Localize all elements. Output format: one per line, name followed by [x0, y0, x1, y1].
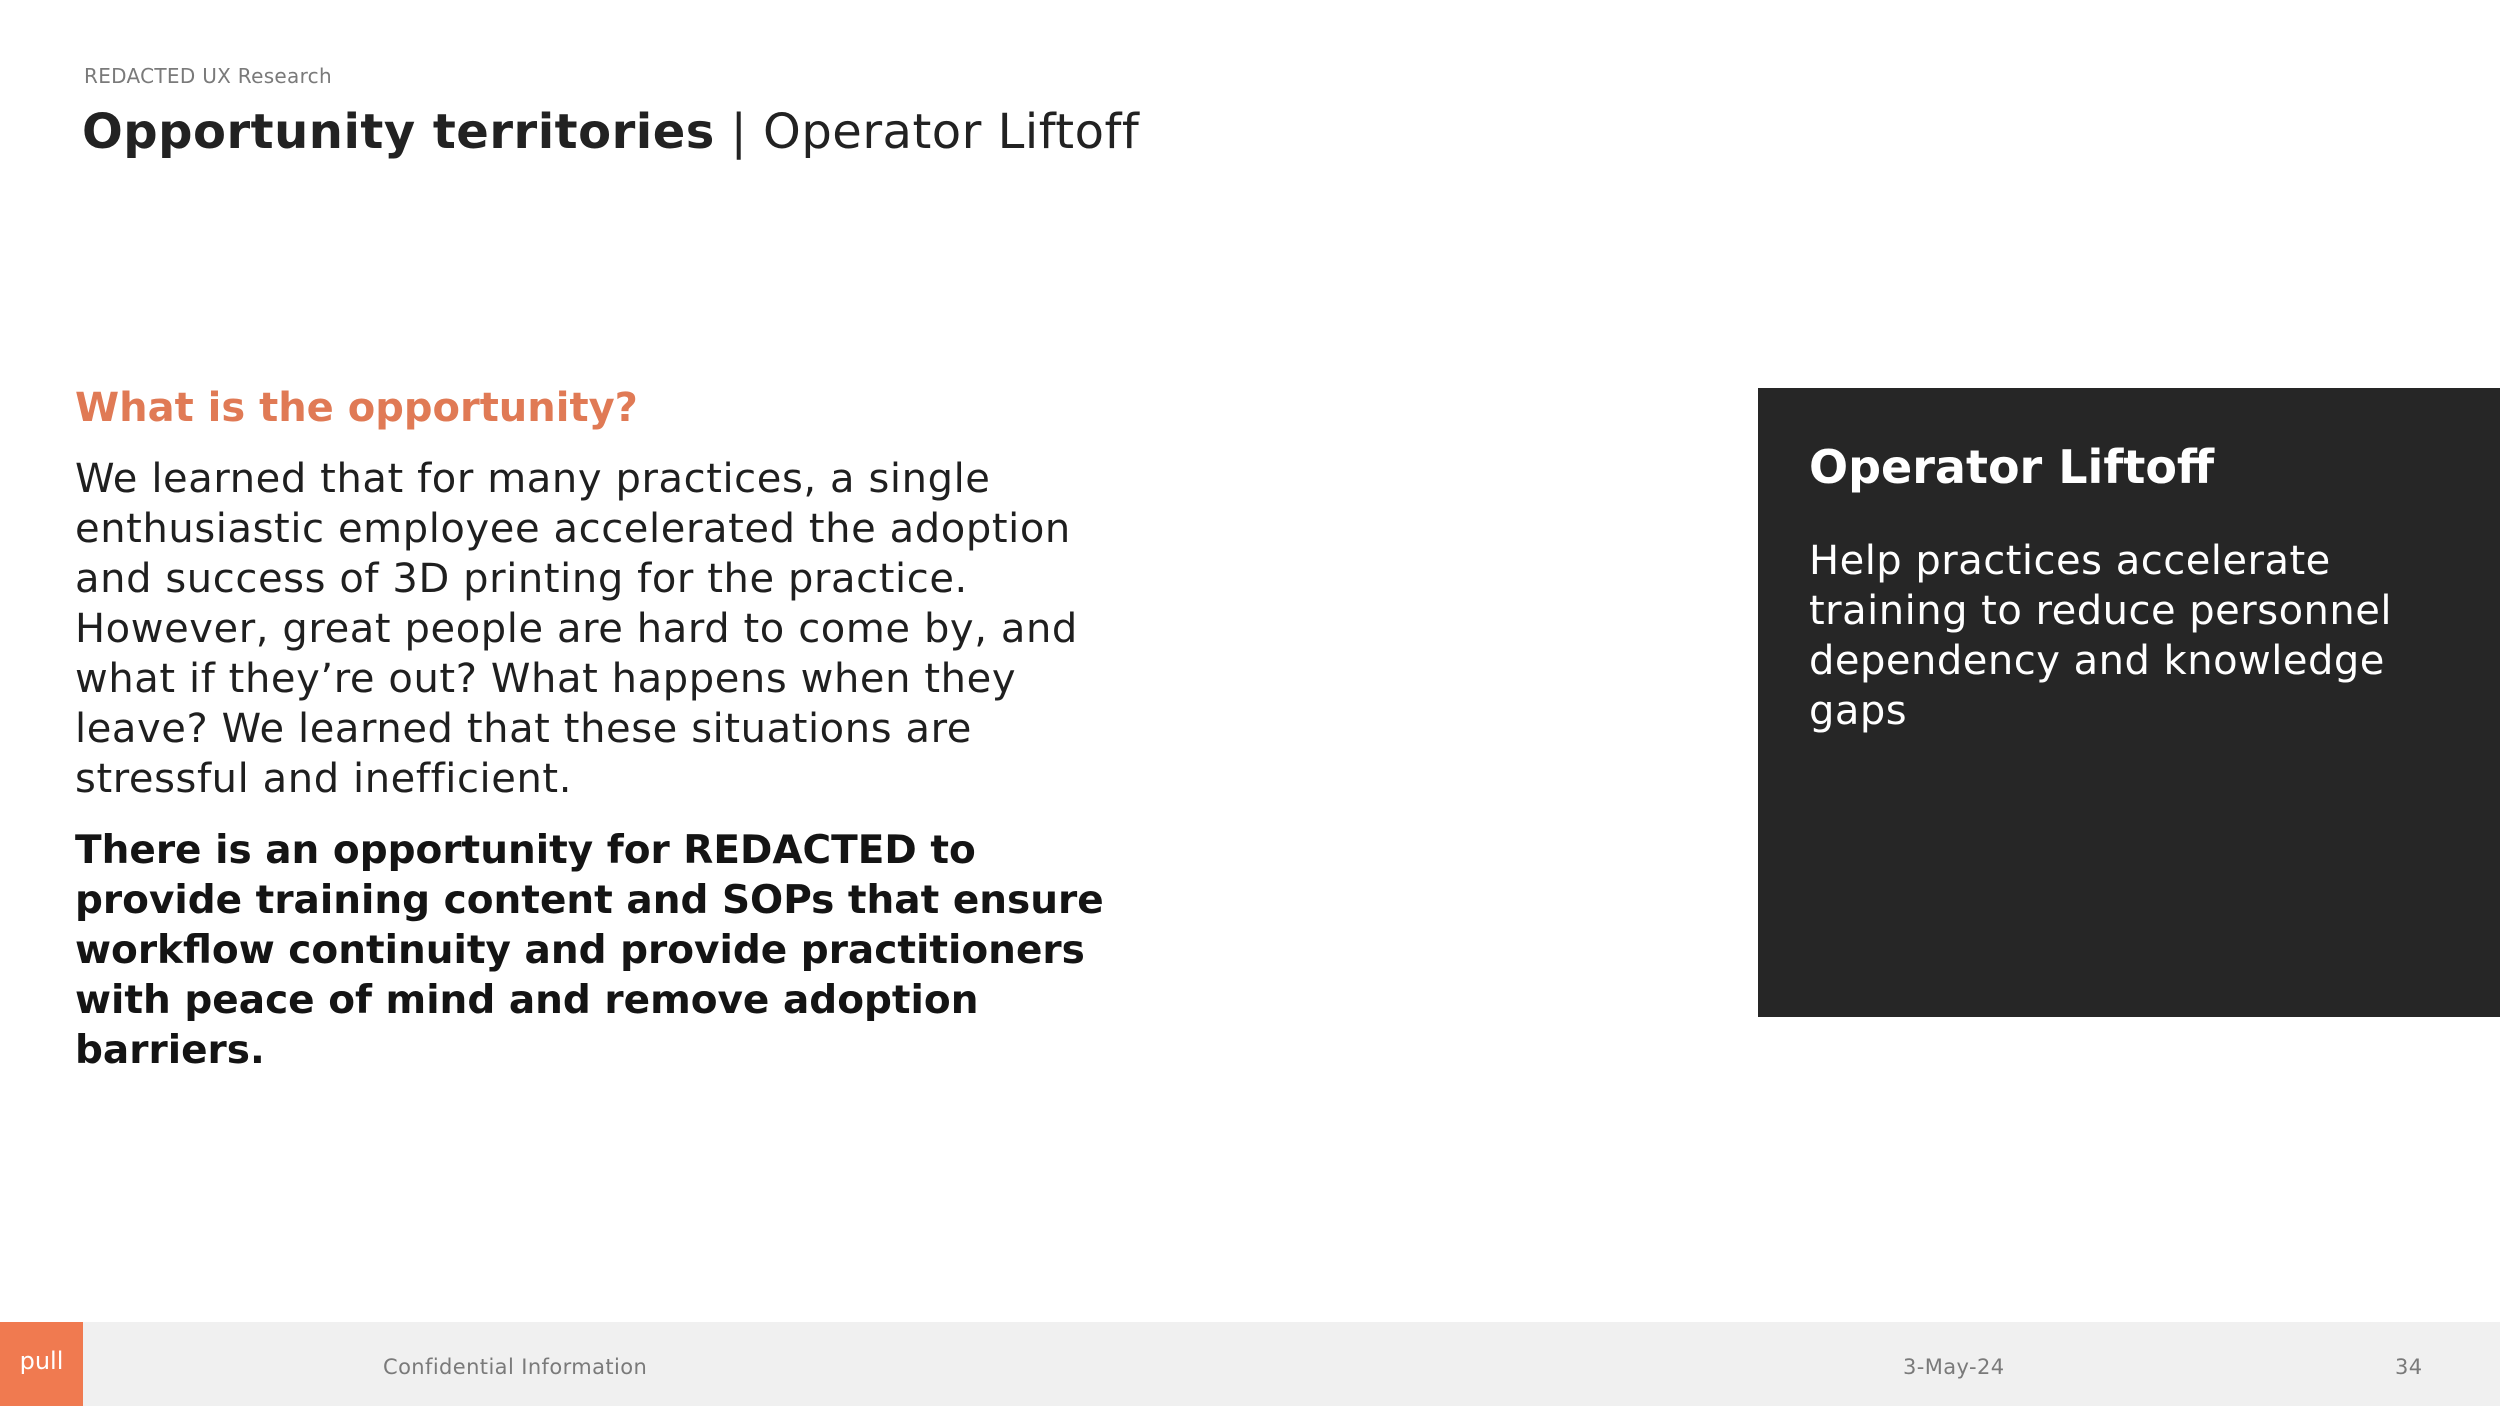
confidential-label: Confidential Information [383, 1355, 648, 1379]
page-title-bold: Opportunity territories [82, 104, 715, 160]
opportunity-body: We learned that for many practices, a single enthusiastic employee accelerated the adoption and success of 3D printing for the practice. However, great people are hard to come by, and what if they’re out? What happens when they leave? We learned that these situations are stressful and inefficient. [75, 456, 1078, 802]
brand-logo: pull [0, 1322, 83, 1406]
title-separator: | [730, 104, 748, 160]
panel-title: Operator Liftoff [1809, 440, 2215, 494]
eyebrow-label: REDACTED UX Research [84, 64, 332, 88]
page-number: 34 [2395, 1355, 2423, 1379]
opportunity-section [75, 380, 1115, 1076]
panel-description: Help practices accelerate training to reduce personnel dependency and knowledge gaps [1809, 538, 2392, 734]
opportunity-heading: What is the opportunity? [75, 385, 638, 431]
territory-panel [1758, 388, 2500, 1017]
page-title [82, 104, 1139, 160]
opportunity-statement: There is an opportunity for REDACTED to provide training content and SOPs that ensure workflow continuity and provide practitioners with peace of mind and remove adoption barriers. [75, 828, 1104, 1073]
footer-date: 3-May-24 [1903, 1355, 2005, 1379]
footer-bar [0, 1322, 2500, 1406]
page-title-light: Operator Liftoff [763, 104, 1140, 160]
